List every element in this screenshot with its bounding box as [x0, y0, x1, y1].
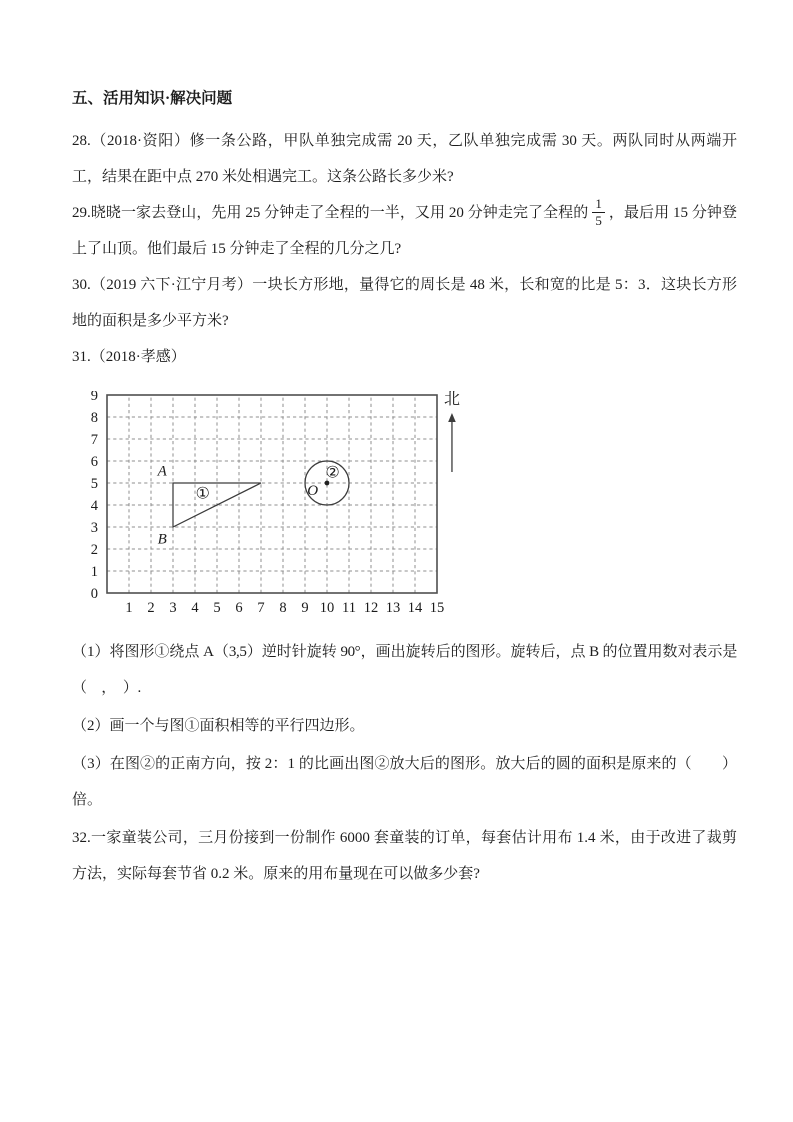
north-arrowhead-icon: [448, 413, 456, 422]
y-axis-tick: 9: [90, 391, 98, 404]
coordinate-grid-diagram: [81, 391, 737, 628]
x-axis-tick: 11: [342, 600, 356, 616]
x-axis-tick: 14: [407, 600, 423, 616]
y-axis-tick: 6: [90, 454, 98, 470]
fraction-numerator: 1: [592, 197, 605, 214]
y-axis-tick: 1: [90, 564, 98, 580]
x-axis-tick: 1: [125, 600, 133, 616]
question-31-sub2: （2）画一个与图①面积相等的平行四边形。: [72, 718, 365, 734]
question-32: 32.一家童装公司，三月份接到一份制作 6000 套童装的订单，每套估计用布 1.4 米，由于改进了裁剪方法，实际每套节省 0.2 米。原来的用布量现在可以做多少套?: [72, 830, 737, 882]
x-axis-tick: 13: [385, 600, 401, 616]
y-axis-tick: 8: [90, 410, 98, 426]
x-axis-tick: 4: [191, 600, 199, 616]
fraction-denominator: 5: [595, 213, 602, 229]
grid-diagram-svg: [81, 391, 481, 623]
center-o-label: O: [307, 483, 319, 500]
section-header: 五、活用知识·解决问题: [72, 90, 233, 107]
question-31-sub3: （3）在图②的正南方向，按 2：1 的比画出图②放大后的图形。放大后的圆的面积是原来的（ ）倍。: [72, 756, 737, 808]
y-axis-tick: 0: [90, 586, 98, 602]
grid-border: [107, 395, 437, 593]
y-axis-tick: 3: [90, 520, 98, 536]
shape1-label: ①: [195, 483, 210, 503]
point-a-label: A: [157, 463, 167, 480]
question-30: 30.（2019 六下·江宁月考）一块长方形地，量得它的周长是 48 米，长和宽的比是 5：3．这块长方形地的面积是多少平方米?: [72, 277, 737, 329]
x-axis-tick: 3: [169, 600, 177, 616]
question-29-text-before: 29.晓晓一家去登山，先用 25 分钟走了全程的一半，又用 20 分钟走完了全程的: [72, 205, 589, 221]
fraction-one-fifth: [592, 197, 605, 229]
y-axis-tick: 7: [90, 432, 98, 448]
x-axis-tick: 12: [363, 600, 379, 616]
x-axis-tick: 15: [429, 600, 445, 616]
x-axis-tick: 5: [213, 600, 221, 616]
x-axis-tick: 8: [279, 600, 287, 616]
x-axis-tick: 7: [257, 600, 265, 616]
point-b-label: B: [157, 531, 167, 548]
x-axis-tick: 9: [301, 600, 309, 616]
y-axis-tick: 5: [90, 476, 98, 492]
question-31-sub1: （1）将图形①绕点 A（3,5）逆时针旋转 90°，画出旋转后的图形。旋转后，点 B 的位置用数对表示是（ ， ）.: [72, 644, 737, 696]
x-axis-tick: 10: [319, 600, 335, 616]
x-axis-tick: 6: [235, 600, 243, 616]
question-29: [72, 195, 737, 267]
shape2-label: ②: [325, 462, 340, 482]
question-28: 28.（2018·资阳）修一条公路，甲队单独完成需 20 天，乙队单独完成需 30 天。两队同时从两端开工，结果在距中点 270 米处相遇完工。这条公路长多少米?: [72, 133, 737, 185]
triangle-shape-1: [173, 483, 261, 527]
north-label: 北: [444, 391, 461, 408]
question-31-stem: 31.（2018·孝感）: [72, 349, 186, 365]
question-29-text-after: ，最后用 15 分钟登上了山顶。他们最后 15 分钟走了全程的几分之几?: [72, 205, 737, 257]
x-axis-tick: 2: [147, 600, 155, 616]
y-axis-tick: 2: [90, 542, 98, 558]
y-axis-tick: 4: [90, 498, 98, 514]
